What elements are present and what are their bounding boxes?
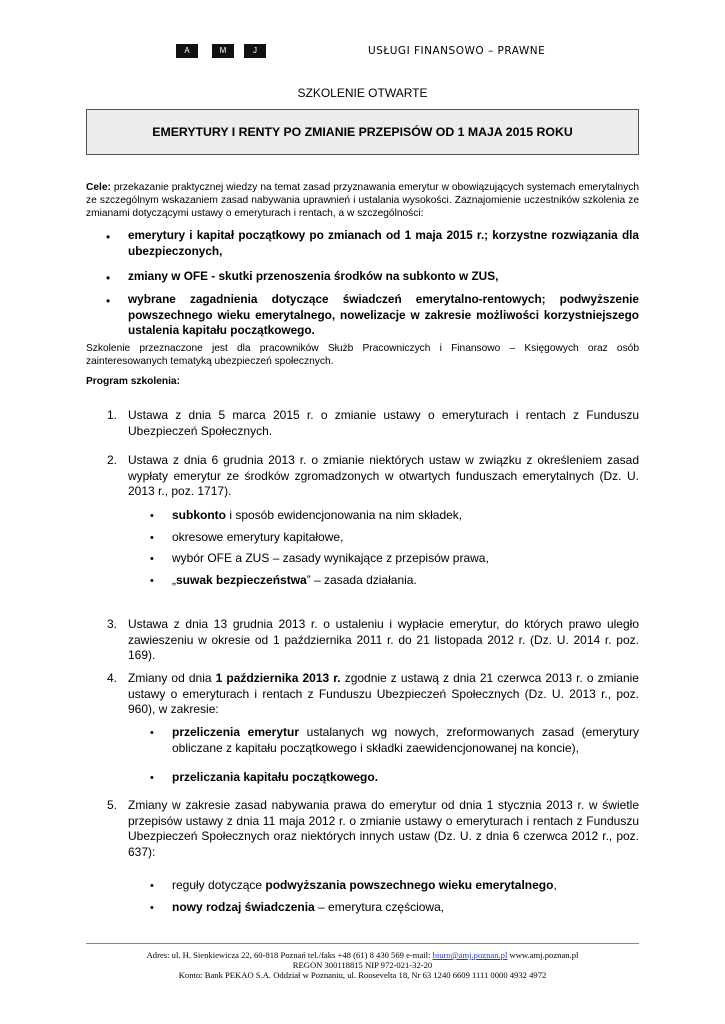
program-2-sub-1: subkonto i sposób ewidencjonowania na nim składek, <box>172 508 463 522</box>
bullet-icon: • <box>106 271 111 285</box>
goals-text: przekazanie praktycznej wiedzy na temat zasad przyznawania emerytur w obowiązujących systemach emerytalnych ze szczególnym wskazaniem zasad nabywania uprawnień i ustalania wysokości. Zaznajomienie uczestników szkolenia ze zmianami dotyczącymi ustawy o emeryturach i rentach, a w szczególności: <box>86 182 639 219</box>
goals-paragraph <box>86 181 639 220</box>
program-item-3: Ustawa z dnia 13 grudnia 2013 r. o ustaleniu i wypłacie emerytur, do których prawo uległo zawieszeniu w okresie od 1 października 2011 r. do 21 listopada 2012 r. (Dz. U. 2014 r. poz. 169). <box>128 617 639 662</box>
goal-bullet-3: wybrane zagadnienia dotyczące świadczeń emerytalno-rentowych; podwyższenie powszechnego wieku emerytalnego, nowelizacje w zakresie możliwości korzystniejszego ustalenia kapitału początkowego. <box>128 292 639 337</box>
bullet-icon: • <box>150 553 154 565</box>
program-item-5: Zmiany w zakresie zasad nabywania prawa do emerytur od dnia 1 stycznia 2013 r. w świetle przepisów ustawy z dnia 11 maja 2012 r. o zmianie ustawy o emeryturach i rentach z Funduszu Ubezpieczeń Społecznych oraz niektórych innych ustaw (Dz. U. z dnia 6 czerwca 2012 r., poz. 637): <box>128 798 639 859</box>
course-type: SZKOLENIE OTWARTE <box>297 86 428 100</box>
program-4-sub-2: przeliczania kapitału początkowego. <box>172 770 379 784</box>
bullet-icon: • <box>106 230 111 244</box>
program-4-sub-1: przeliczenia emerytur ustalanych wg nowych, zreformowanych zasad (emerytury obliczane z kapitału początkowego i składki zaewidencjonowanej na koncie), <box>172 725 639 755</box>
program-item-2: Ustawa z dnia 6 grudnia 2013 r. o zmianie niektórych ustaw w związku z określeniem zasad wypłaty emerytur ze środków zgromadzonych w otwartych funduszach emerytalnych (Dz. U. 2013 r., poz. 1717). <box>128 453 639 498</box>
logo-letter-j: J <box>244 44 266 58</box>
bullet-icon: • <box>106 294 111 308</box>
bullet-icon: • <box>150 902 154 914</box>
goal-bullet-2: zmiany w OFE - skutki przenoszenia środków na subkonto w ZUS, <box>128 269 499 283</box>
program-number-5: 5. <box>107 798 118 812</box>
program-5-sub-1: reguły dotyczące podwyższania powszechnego wieku emerytalnego, <box>172 878 557 892</box>
program-2-sub-3: wybór OFE a ZUS – zasady wynikające z przepisów prawa, <box>172 551 489 565</box>
footer-website: www.amj.poznan.pl <box>507 950 579 960</box>
bullet-icon: • <box>150 772 154 784</box>
program-number-1: 1. <box>107 408 118 422</box>
logo-letter-a: A <box>176 44 198 58</box>
footer-regon: REGON 300118815 NIP 972-021-32-20 <box>292 960 433 970</box>
footer-email-link[interactable]: biuro@amj.poznan.pl <box>432 950 508 960</box>
program-number-4: 4. <box>107 671 118 685</box>
program-5-sub-2: nowy rodzaj świadczenia – emerytura częściowa, <box>172 900 445 914</box>
bullet-icon: • <box>150 532 154 544</box>
program-2-sub-4: „suwak bezpieczeństwa” – zasada działania. <box>172 573 417 587</box>
header-title: USŁUGI FINANSOWO – PRAWNE <box>368 45 546 57</box>
program-label: Program szkolenia: <box>86 376 180 387</box>
bullet-icon: • <box>150 575 154 587</box>
bullet-icon: • <box>150 510 154 522</box>
footer-bank: Konto: Bank PEKAO S.A. Oddział w Poznaniu, ul. Roosevelta 18, Nr 63 1240 6609 1111 0000 4932 4972 <box>178 970 547 980</box>
program-number-3: 3. <box>107 617 118 631</box>
course-title: EMERYTURY I RENTY PO ZMIANIE PRZEPISÓW OD 1 MAJA 2015 ROKU <box>152 125 573 139</box>
program-number-2: 2. <box>107 453 118 467</box>
program-item-1: Ustawa z dnia 5 marca 2015 r. o zmianie ustawy o emeryturach i rentach z Funduszu Ubezpieczeń Społecznych. <box>128 408 639 438</box>
footer-address: Adres: ul. H. Sienkiewicza 22, 60-818 Poznań tel./faks +48 (61) 8 430 569 e-mail: biuro@amj.poznan.pl www.amj.poznan.pl <box>146 950 579 960</box>
course-title-box <box>86 109 639 155</box>
bullet-icon: • <box>150 880 154 892</box>
audience-paragraph: Szkolenie przeznaczone jest dla pracowników Służb Pracowniczych i Finansowo – Księgowych oraz osób zainteresowanych tematyką ubezpieczeń społecznych. <box>86 343 639 367</box>
goal-bullet-1: emerytury i kapitał początkowy po zmianach od 1 maja 2015 r.; korzystne rozwiązania dla ubezpieczonych, <box>128 228 639 258</box>
program-item-4: Zmiany od dnia 1 października 2013 r. zgodnie z ustawą z dnia 21 czerwca 2013 r. o zmianie ustawy o emeryturach i rentach z Funduszu Ubezpieczeń Społecznych (Dz. U. 2013 r., poz. 960), w zakresie: <box>128 671 639 716</box>
bullet-icon: • <box>150 727 154 739</box>
logo-letter-m: M <box>212 44 234 58</box>
goals-label: Cele: <box>86 182 111 193</box>
footer-divider <box>86 943 639 944</box>
program-2-sub-2: okresowe emerytury kapitałowe, <box>172 530 344 544</box>
